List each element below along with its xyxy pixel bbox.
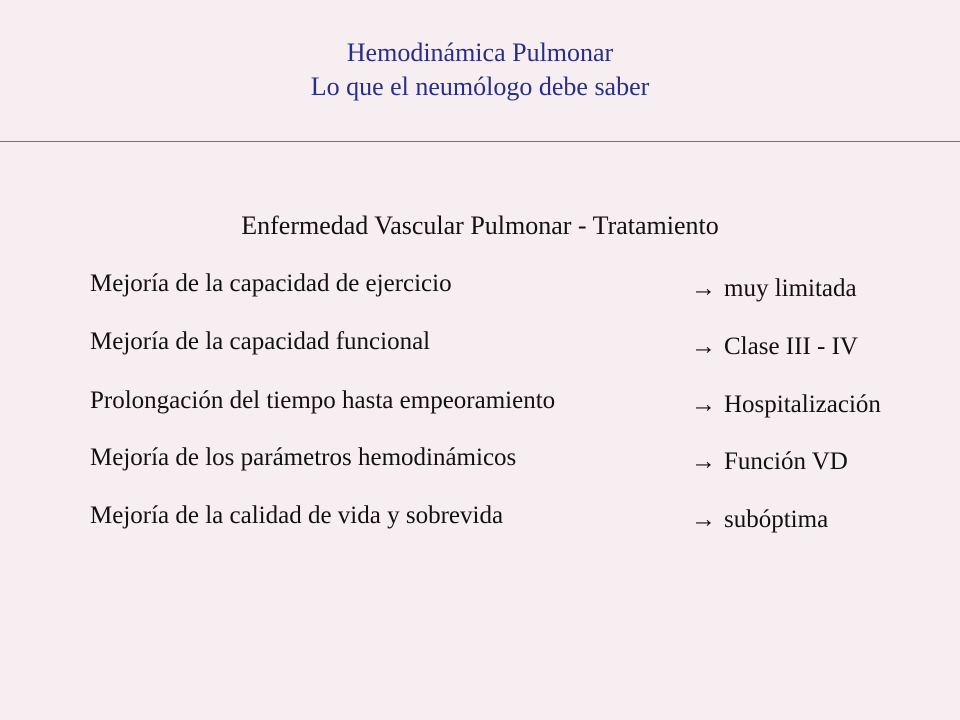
result-item (691, 274, 857, 304)
right-arrow-icon: → (691, 448, 716, 475)
result-text: muy limitada (724, 275, 857, 302)
objective-item: Prolongación del tiempo hasta empeoramiento (90, 387, 556, 414)
right-arrow-icon: → (691, 333, 716, 360)
objective-item: Mejoría de los parámetros hemodinámicos (90, 444, 517, 471)
result-text: Hospitalización (724, 391, 881, 418)
result-text: subóptima (724, 506, 829, 533)
objective-item: Mejoría de la capacidad de ejercicio (90, 270, 452, 297)
result-item (691, 505, 828, 535)
result-text: Función VD (724, 448, 848, 475)
result-item (691, 390, 881, 420)
objective-item: Mejoría de la calidad de vida y sobrevida (90, 502, 504, 529)
right-arrow-icon: → (691, 275, 716, 302)
section-title: Enfermedad Vascular Pulmonar - Tratamiento (241, 211, 719, 240)
right-arrow-icon: → (691, 391, 716, 418)
result-item (691, 332, 858, 362)
result-item (691, 447, 848, 477)
result-text: Clase III - IV (724, 333, 858, 360)
right-arrow-icon: → (691, 506, 716, 533)
objective-item: Mejoría de la capacidad funcional (90, 328, 431, 355)
slide-title: Hemodinámica Pulmonar (346, 38, 614, 67)
slide-subtitle: Lo que el neumólogo debe saber (310, 72, 650, 101)
